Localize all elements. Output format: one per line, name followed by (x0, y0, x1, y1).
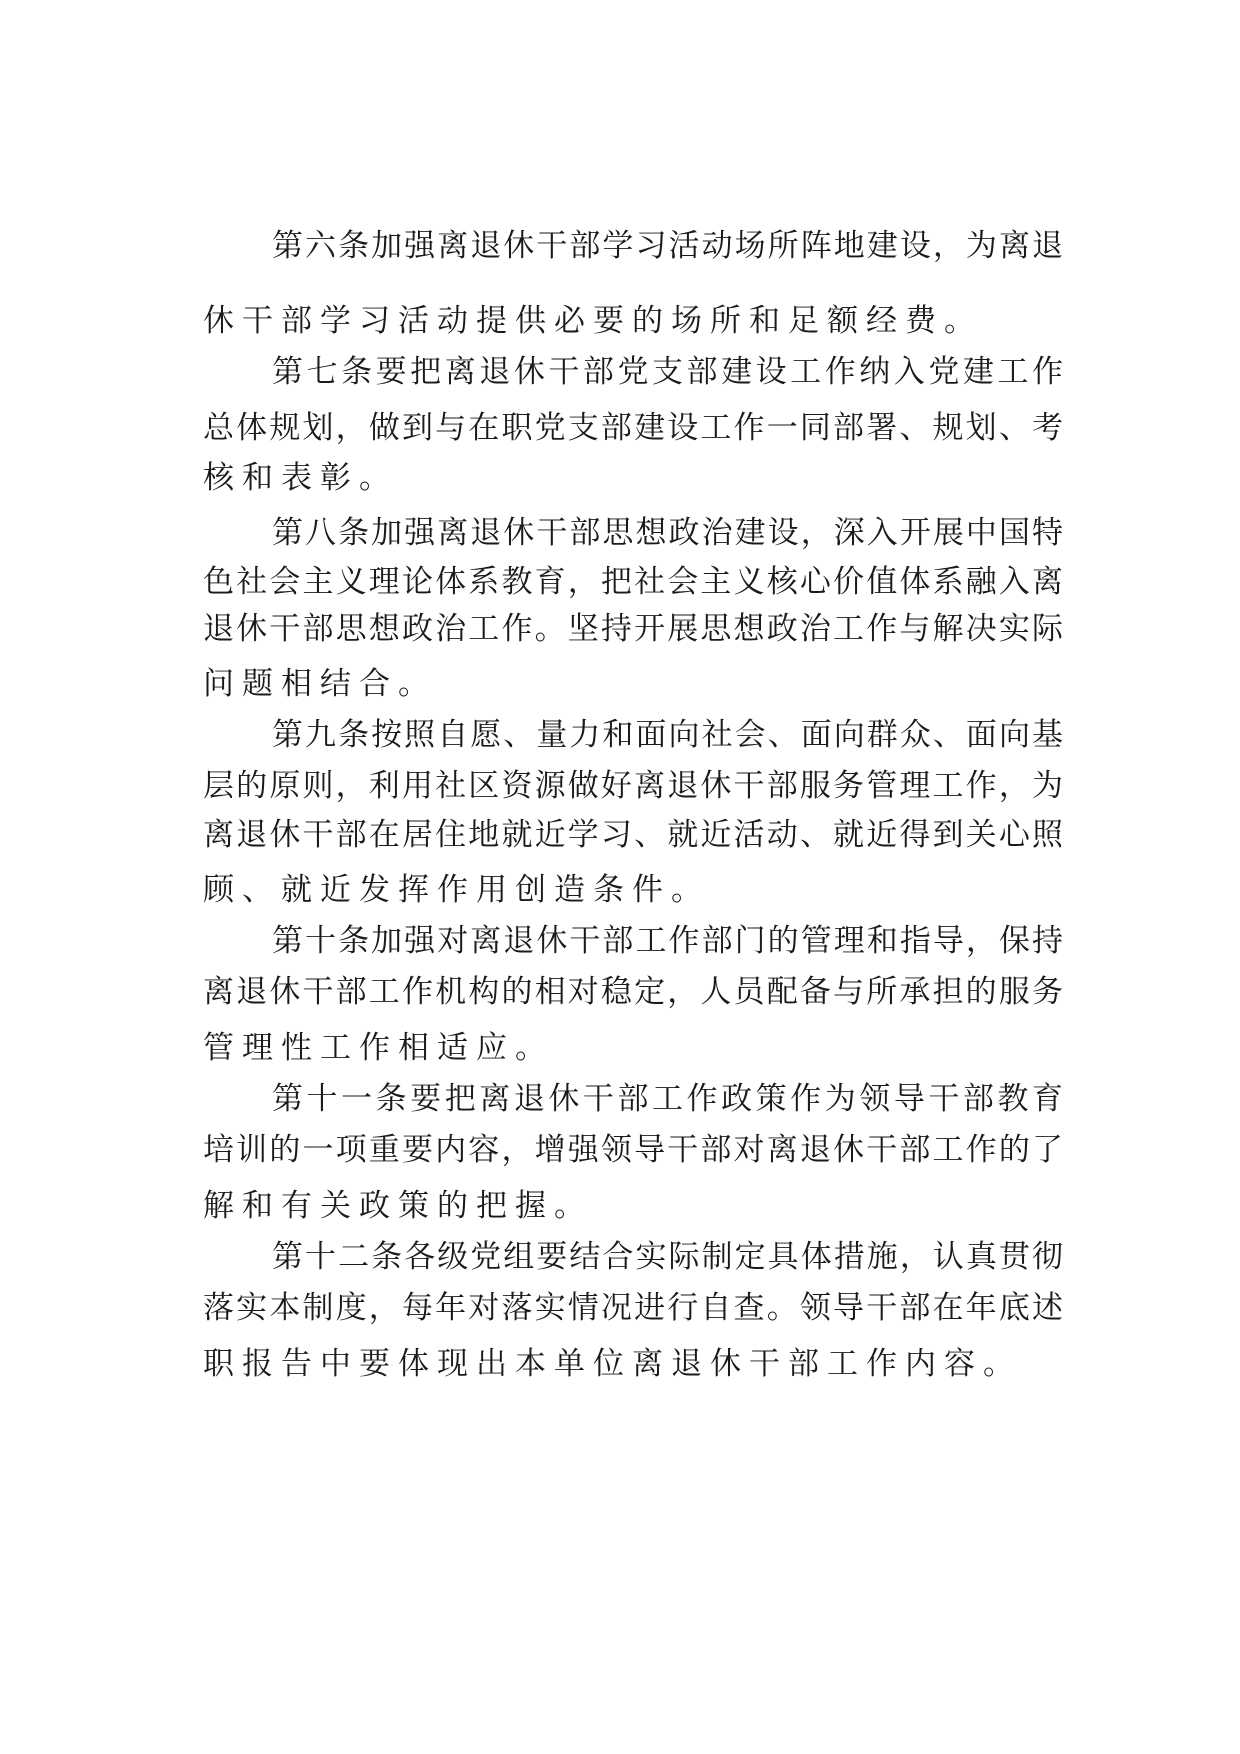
article-9-line-3: 离退休干部在居住地就近学习、就近活动、就近得到关心照 (203, 817, 1063, 853)
article-8-line-1: 第八条加强离退休干部思想政治建设，深入开展中国特 (272, 515, 1063, 551)
article-9-line-2: 层的原则，利用社区资源做好离退休干部服务管理工作，为 (203, 768, 1063, 804)
article-10-line-2: 离退休干部工作机构的相对稳定，人员配备与所承担的服务 (203, 974, 1063, 1010)
article-12-line-2: 落实本制度，每年对落实情况进行自查。领导干部在年底述 (203, 1290, 1063, 1326)
article-11-line-3: 解和有关政策的把握。 (203, 1188, 593, 1224)
article-8-line-4: 问题相结合。 (203, 666, 437, 702)
article-7-line-1: 第七条要把离退休干部党支部建设工作纳入党建工作 (272, 354, 1063, 390)
article-10-line-1: 第十条加强对离退休干部工作部门的管理和指导，保持 (272, 923, 1063, 959)
article-12-line-3: 职报告中要体现出本单位离退休干部工作内容。 (203, 1346, 1022, 1382)
article-8-line-3: 退休干部思想政治工作。坚持开展思想政治工作与解决实际 (203, 611, 1063, 647)
article-11-line-2: 培训的一项重要内容，增强领导干部对离退休干部工作的了 (203, 1132, 1063, 1168)
article-6-line-2: 休干部学习活动提供必要的场所和足额经费。 (203, 303, 983, 339)
article-8-line-2: 色社会主义理论体系教育，把社会主义核心价值体系融入离 (203, 564, 1063, 600)
article-11-line-1: 第十一条要把离退休干部工作政策作为领导干部教育 (272, 1081, 1063, 1117)
article-12-line-1: 第十二条各级党组要结合实际制定具体措施，认真贯彻 (272, 1239, 1063, 1275)
article-10-line-3: 管理性工作相适应。 (203, 1030, 554, 1066)
article-9-line-1: 第九条按照自愿、量力和面向社会、面向群众、面向基 (272, 717, 1063, 753)
article-9-line-4: 顾、就近发挥作用创造条件。 (203, 872, 710, 908)
article-6-line-1: 第六条加强离退休干部学习活动场所阵地建设，为离退 (272, 228, 1063, 264)
article-7-line-2: 总体规划，做到与在职党支部建设工作一同部署、规划、考 (203, 410, 1063, 446)
article-7-line-3: 核和表彰。 (203, 460, 398, 496)
